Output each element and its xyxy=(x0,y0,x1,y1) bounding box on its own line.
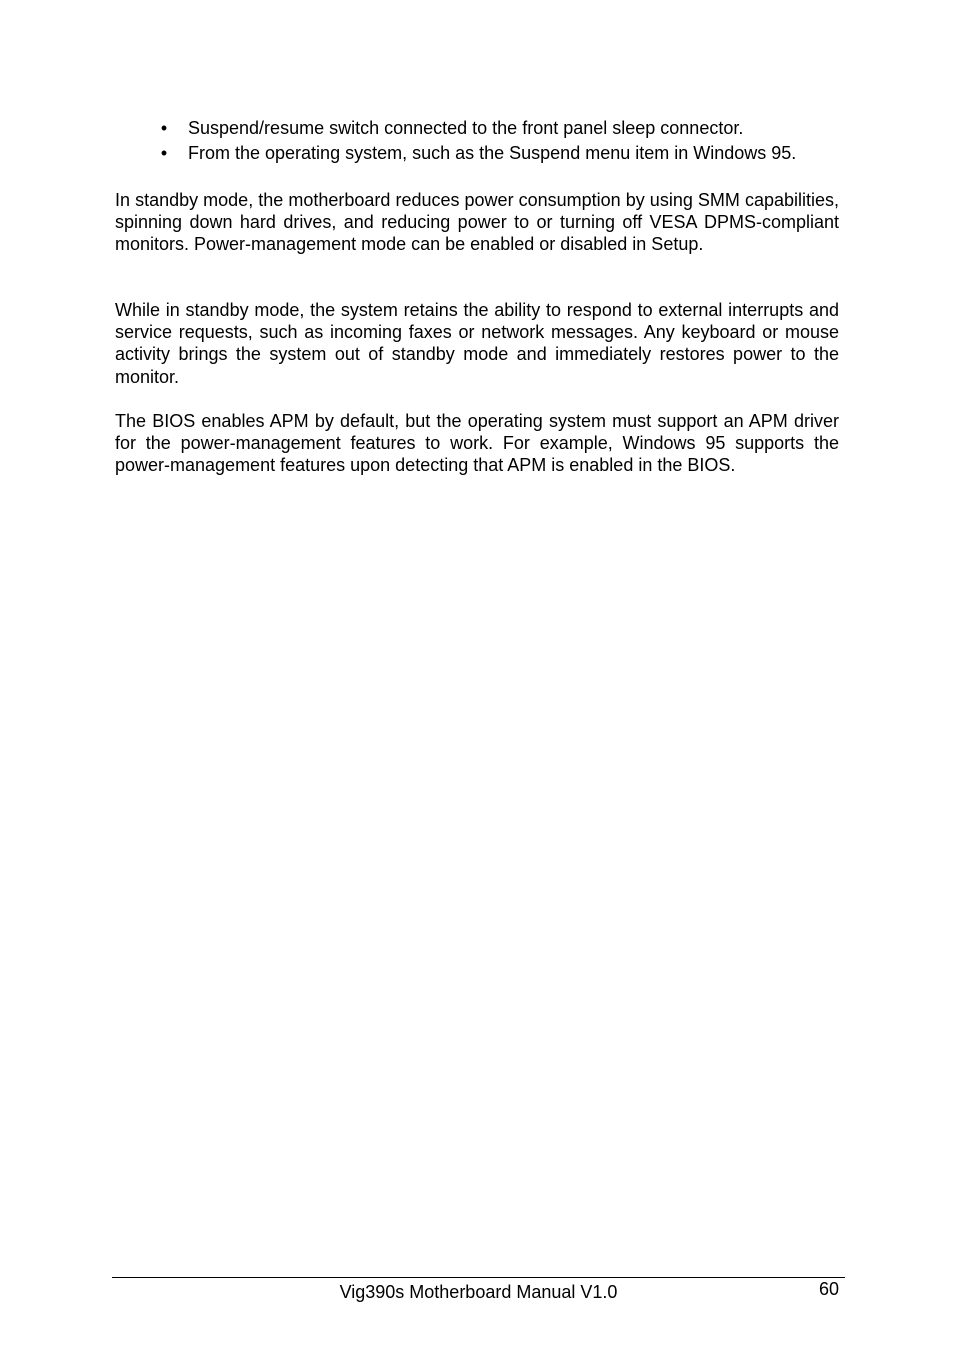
list-item-text: From the operating system, such as the Suspend menu item in Windows 95. xyxy=(188,143,797,163)
footer-divider xyxy=(112,1277,845,1278)
list-item xyxy=(159,116,849,141)
list-item xyxy=(159,141,849,166)
bullet-icon: • xyxy=(160,143,168,163)
list-item-text: Suspend/resume switch connected to the front panel sleep connector. xyxy=(188,118,744,138)
footer-title: Vig390s Motherboard Manual V1.0 xyxy=(339,1282,618,1302)
paragraph-standby-wake: While in standby mode, the system retains the ability to respond to external interrupts and service requests, such as incoming faxes or network messages. Any keyboard or mouse activity brings the system out of standby mode and immediately restores power to the monitor. xyxy=(115,300,839,387)
page-number: 60 xyxy=(818,1279,839,1299)
paragraph-standby-mode: In standby mode, the motherboard reduces power consumption by using SMM capabilities, spinning down hard drives, and reducing power to or turning off VESA DPMS-compliant monitors. Power-management mode can be enabled or disabled in Setup. xyxy=(115,190,839,255)
paragraph-bios-apm: The BIOS enables APM by default, but the operating system must support an APM driver for the power-management features to work. For example, Windows 95 supports the power-management features upon detecting that APM is enabled in the BIOS. xyxy=(115,411,839,476)
bullet-icon: • xyxy=(160,118,168,138)
bullet-list xyxy=(159,116,849,166)
